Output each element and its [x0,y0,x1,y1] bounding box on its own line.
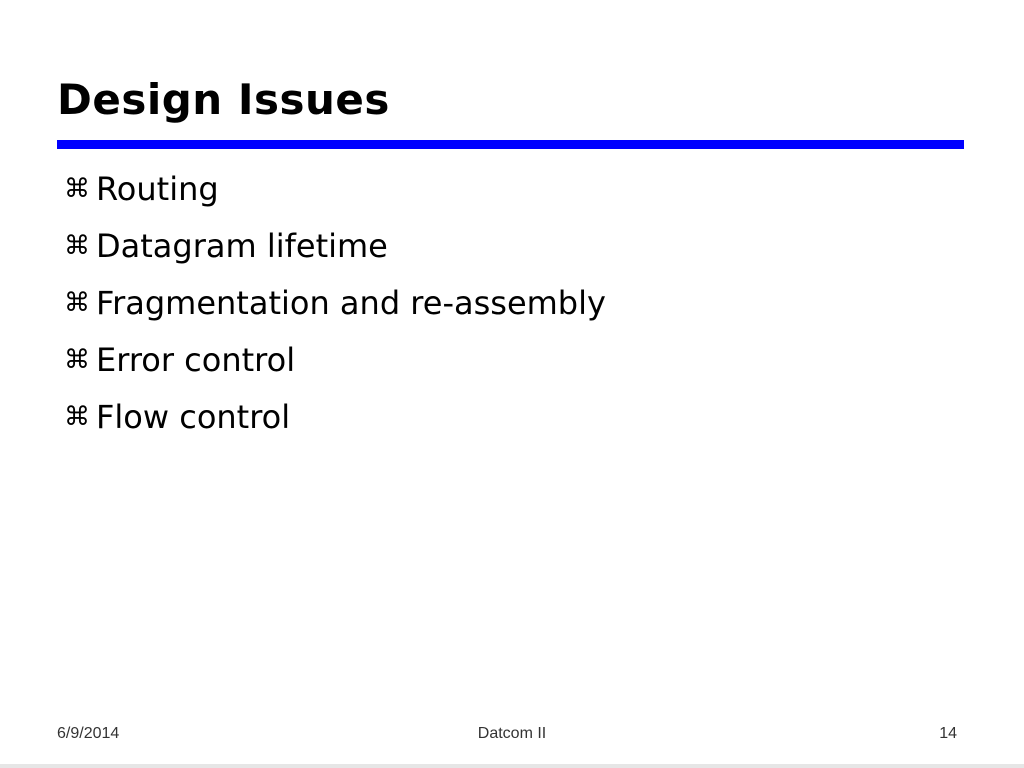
command-key-icon: ⌘ [64,344,90,375]
command-key-icon: ⌘ [64,173,90,204]
bullet-label-flow-control: Flow control [96,397,291,436]
bullet-label-routing: Routing [96,169,219,208]
footer-date: 6/9/2014 [57,725,120,742]
bullet-item [64,160,606,217]
bullet-item [64,331,606,388]
command-key-icon: ⌘ [64,287,90,318]
bullet-label-fragmentation: Fragmentation and re-assembly [96,283,606,322]
slide-title: Design Issues [57,75,390,124]
footer-page-number: 14 [939,725,957,742]
bullet-label-datagram-lifetime: Datagram lifetime [96,226,388,265]
title-underline-rule [57,140,964,149]
command-key-icon: ⌘ [64,230,90,261]
bullet-list [64,160,606,445]
bullet-label-error-control: Error control [96,340,296,379]
bullet-item [64,274,606,331]
bullet-item [64,388,606,445]
bullet-item [64,217,606,274]
footer-course-title: Datcom II [477,725,547,742]
bottom-edge-divider [0,764,1024,768]
command-key-icon: ⌘ [64,401,90,432]
